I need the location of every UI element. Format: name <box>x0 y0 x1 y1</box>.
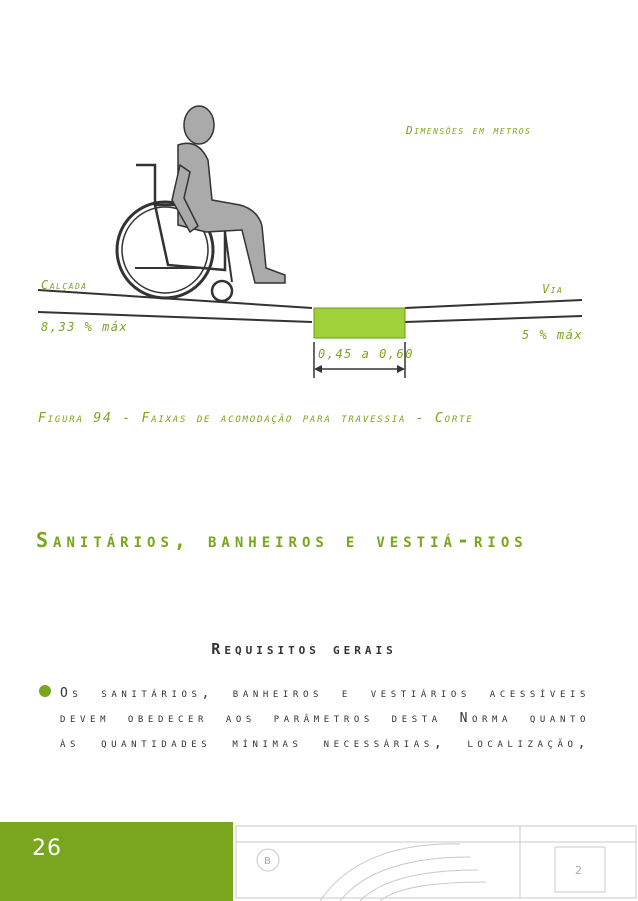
subsection-title: Requisitos gerais <box>211 640 397 658</box>
plan-label-b: B <box>264 856 271 867</box>
road-top-line <box>405 300 582 308</box>
road-bottom-line <box>405 316 582 322</box>
page-number: 26 <box>32 836 62 861</box>
wheelchair-user <box>117 165 232 301</box>
dimensions-note: Dimensões em metros <box>406 124 532 137</box>
bullet-icon <box>39 685 51 697</box>
dimension-width-label: 0,45 a 0,60 <box>318 347 414 361</box>
figure-caption: Figura 94 - Faixas de acomodação para travessia - Corte <box>38 411 474 426</box>
ramp-top-line <box>38 290 312 308</box>
slope-right-label: 5 % máx <box>522 328 584 342</box>
accommodation-strip <box>314 308 405 338</box>
body-paragraph: Os sanitários, banheiros e vestiários acessíveis devem obedecer aos parâmetros desta Norma quanto às quantidades mínimas necessárias, localização, <box>60 686 590 751</box>
page-number-box <box>0 822 233 901</box>
sidewalk-label: Calçada <box>41 278 88 292</box>
road-label: Via <box>542 282 564 296</box>
slope-left-label: 8,33 % máx <box>41 320 129 334</box>
section-title: Sanitários, banheiros e vestiá-rios <box>36 528 528 552</box>
plan-label-2: 2 <box>575 864 582 877</box>
